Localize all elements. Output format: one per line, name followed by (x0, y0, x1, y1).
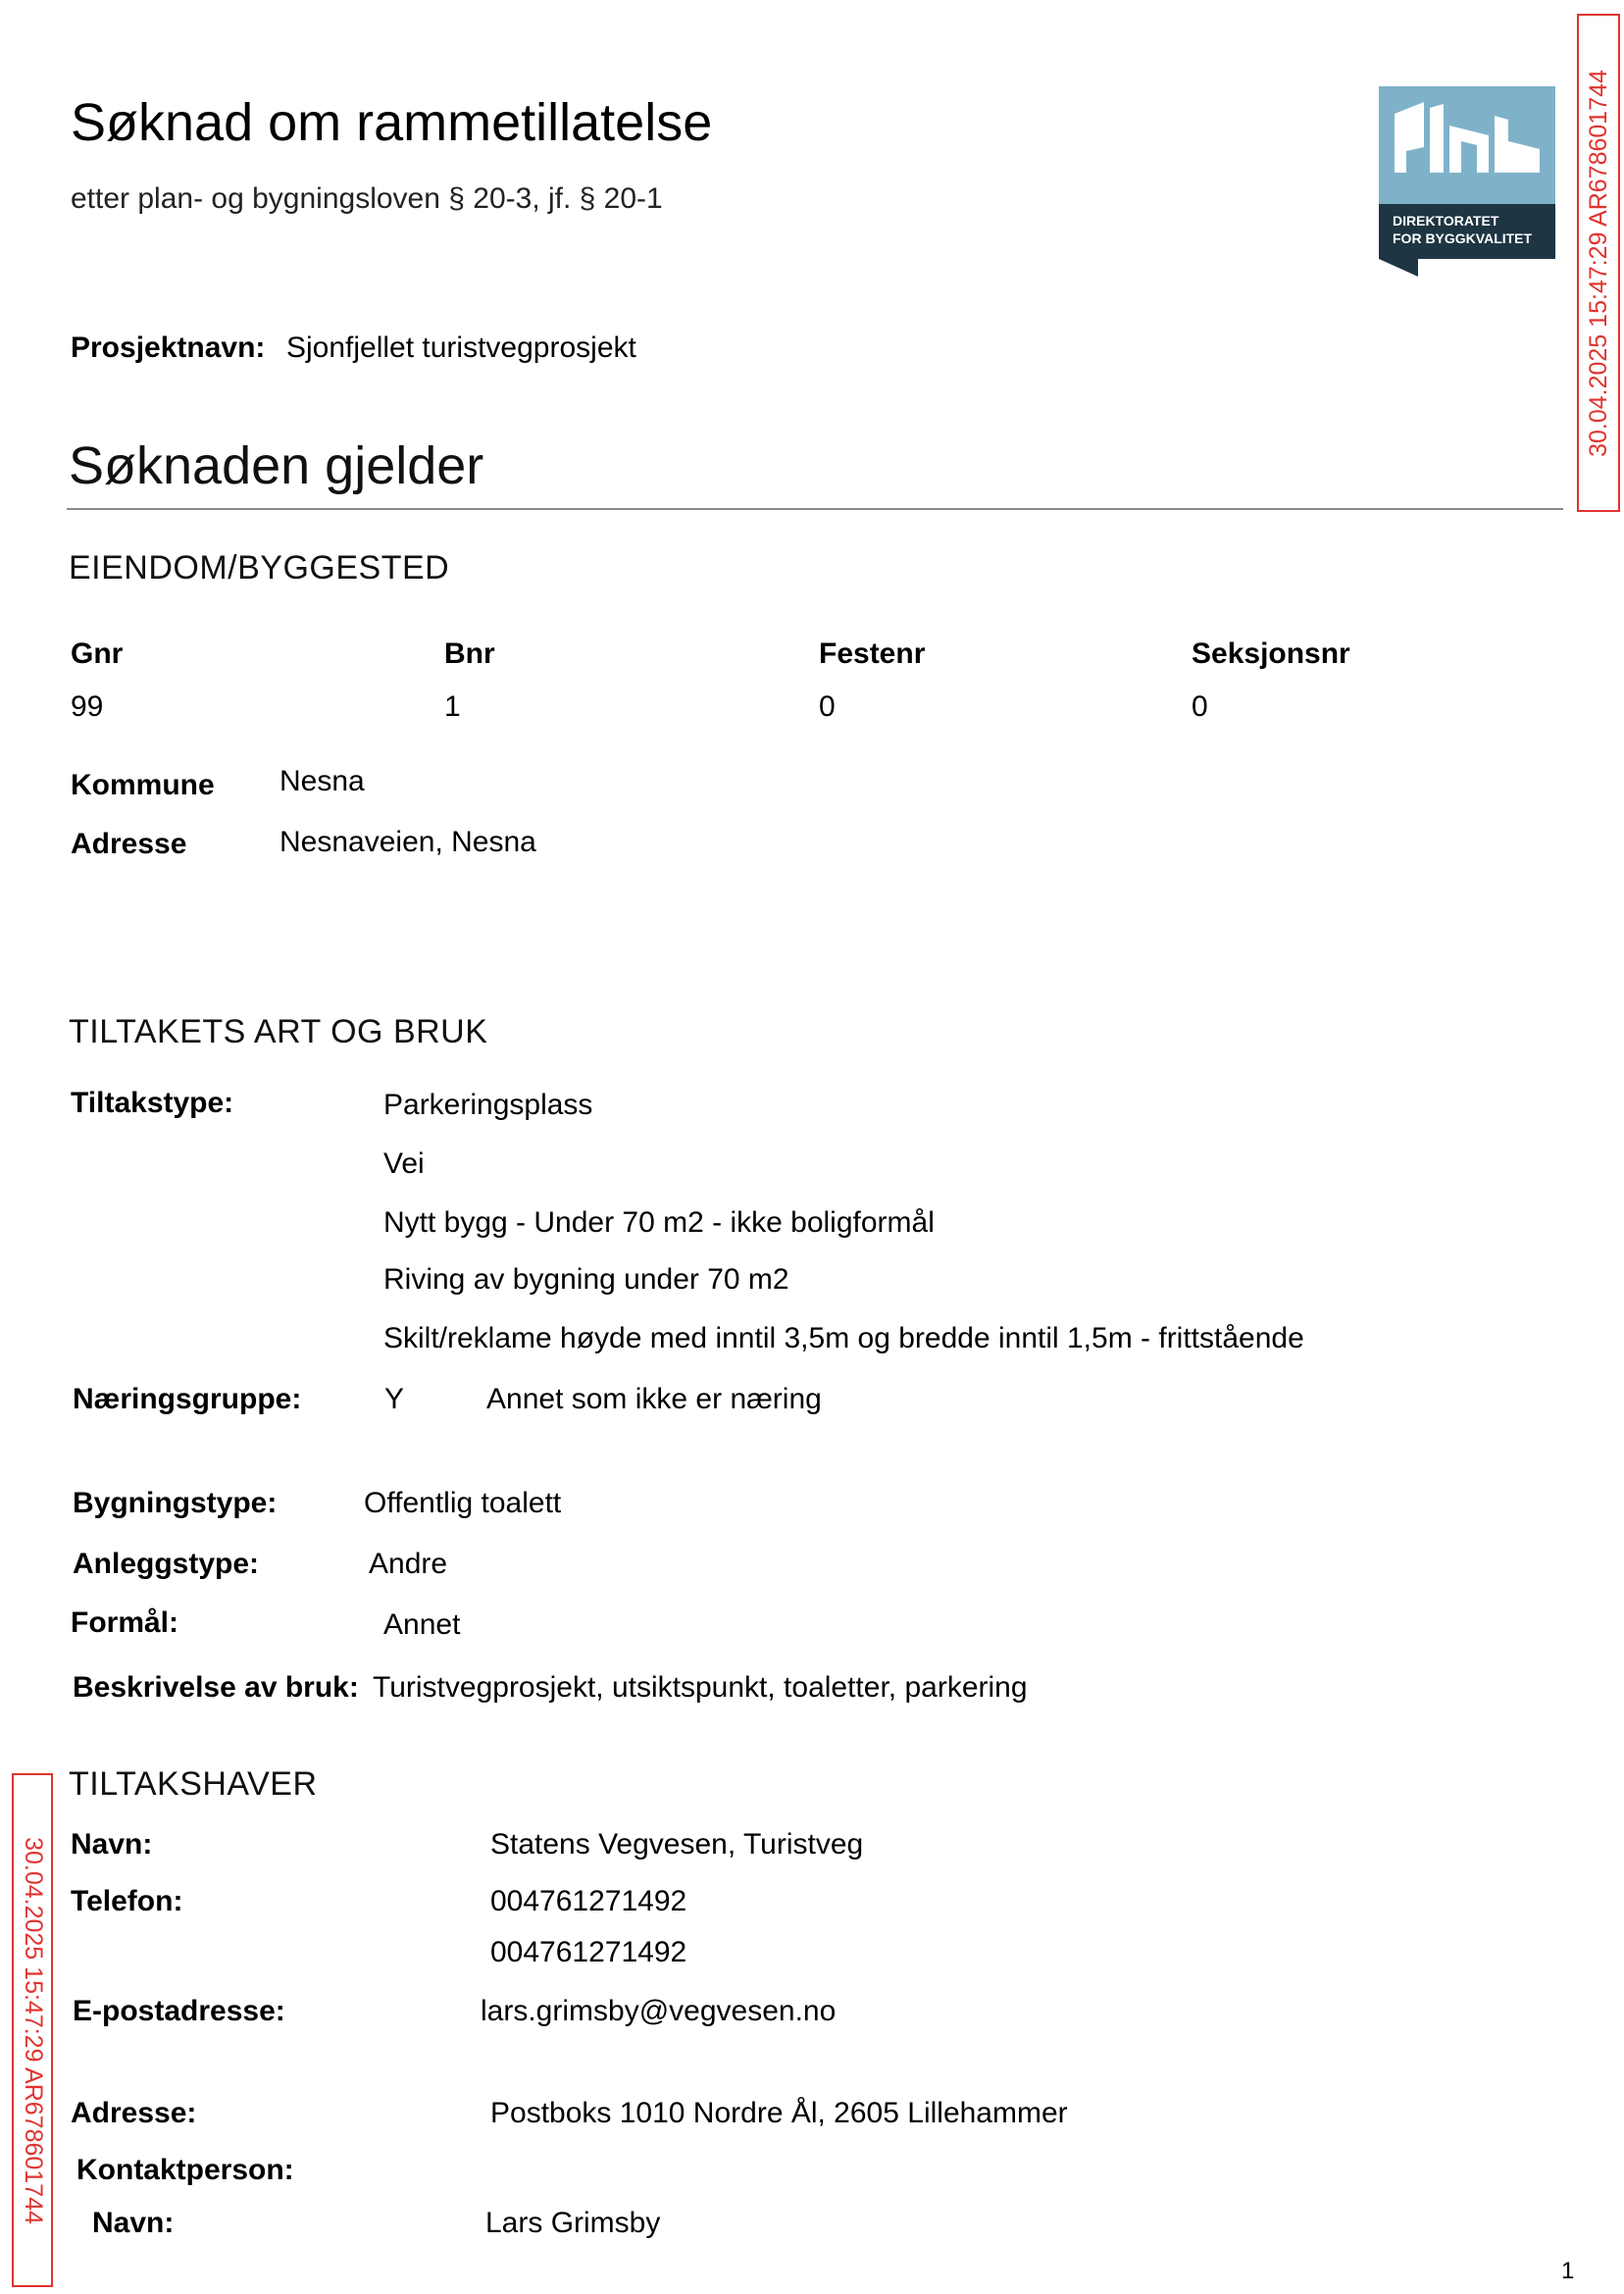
owner-phone-value: 004761271492 (490, 1936, 687, 1968)
beskrivelse-label: Beskrivelse av bruk: (73, 1671, 359, 1704)
bnr-value: 1 (444, 690, 461, 723)
naeringsgruppe-code: Y (384, 1383, 405, 1415)
stamp-text: 30.04.2025 15:47:29 AR678601744 (1584, 69, 1612, 457)
formaal-value: Annet (383, 1608, 461, 1641)
owner-address-value: Postboks 1010 Nordre Ål, 2605 Lillehammer (490, 2097, 1068, 2129)
application-heading: Søknaden gjelder (69, 436, 484, 495)
stamp-text: 30.04.2025 15:47:29 AR678601744 (19, 1836, 47, 2224)
project-label: Prosjektnavn: (71, 331, 266, 364)
measure-section-heading: TILTAKETS ART OG BRUK (69, 1013, 488, 1050)
kommune-label: Kommune (71, 769, 215, 801)
timestamp-stamp-left (12, 1773, 53, 2287)
owner-name-value: Statens Vegvesen, Turistveg (490, 1828, 864, 1861)
contact-name-value: Lars Grimsby (485, 2207, 661, 2239)
tiltakstype-item: Skilt/reklame høyde med inntil 3,5m og bredde inntil 1,5m - frittstående (383, 1322, 1304, 1354)
beskrivelse-value: Turistvegprosjekt, utsiktspunkt, toaletter, parkering (373, 1671, 1028, 1704)
owner-section-heading: TILTAKSHAVER (69, 1765, 318, 1803)
project-value: Sjonfjellet turistvegprosjekt (286, 331, 636, 364)
adresse-label: Adresse (71, 828, 187, 860)
owner-email-value: lars.grimsby@vegvesen.no (481, 1995, 837, 2027)
contact-name-label: Navn: (92, 2207, 175, 2239)
document-subtitle: etter plan- og bygningsloven § 20-3, jf. § 20-1 (71, 182, 663, 215)
property-section-heading: EIENDOM/BYGGESTED (69, 549, 450, 586)
timestamp-stamp-right (1577, 14, 1620, 512)
tiltakstype-item: Riving av bygning under 70 m2 (383, 1263, 789, 1296)
anleggstype-value: Andre (369, 1548, 448, 1580)
gnr-value: 99 (71, 690, 104, 723)
naeringsgruppe-value: Annet som ikke er næring (486, 1383, 822, 1415)
contact-person-label: Kontaktperson: (76, 2154, 294, 2186)
owner-address-label: Adresse: (71, 2097, 197, 2129)
page-number: 1 (1561, 2258, 1575, 2284)
adresse-value: Nesnaveien, Nesna (279, 826, 536, 858)
dibk-logo-graphic (1379, 86, 1555, 277)
logo-line1: DIREKTORATET (1393, 213, 1499, 229)
seksjonsnr-value: 0 (1192, 690, 1208, 723)
gnr-label: Gnr (71, 637, 124, 670)
tiltakstype-item: Parkeringsplass (383, 1089, 593, 1121)
festenr-label: Festenr (819, 637, 926, 670)
bygningstype-value: Offentlig toalett (364, 1487, 562, 1519)
owner-email-label: E-postadresse: (73, 1995, 285, 2027)
document-title: Søknad om rammetillatelse (71, 93, 713, 152)
owner-phone-value: 004761271492 (490, 1885, 687, 1917)
logo-line2: FOR BYGGKVALITET (1393, 230, 1533, 246)
anleggstype-label: Anleggstype: (73, 1548, 260, 1580)
tiltakstype-item: Vei (383, 1147, 425, 1180)
naeringsgruppe-label: Næringsgruppe: (73, 1383, 302, 1415)
bygningstype-label: Bygningstype: (73, 1487, 278, 1519)
heading-divider (67, 508, 1563, 510)
formaal-label: Formål: (71, 1606, 179, 1639)
dibk-logo (1379, 86, 1555, 277)
festenr-value: 0 (819, 690, 836, 723)
owner-phone-label: Telefon: (71, 1885, 183, 1917)
kommune-value: Nesna (279, 765, 365, 797)
tiltakstype-item: Nytt bygg - Under 70 m2 - ikke boligformål (383, 1206, 935, 1239)
bnr-label: Bnr (444, 637, 495, 670)
seksjonsnr-label: Seksjonsnr (1192, 637, 1350, 670)
owner-name-label: Navn: (71, 1828, 153, 1861)
tiltakstype-label: Tiltakstype: (71, 1087, 234, 1119)
